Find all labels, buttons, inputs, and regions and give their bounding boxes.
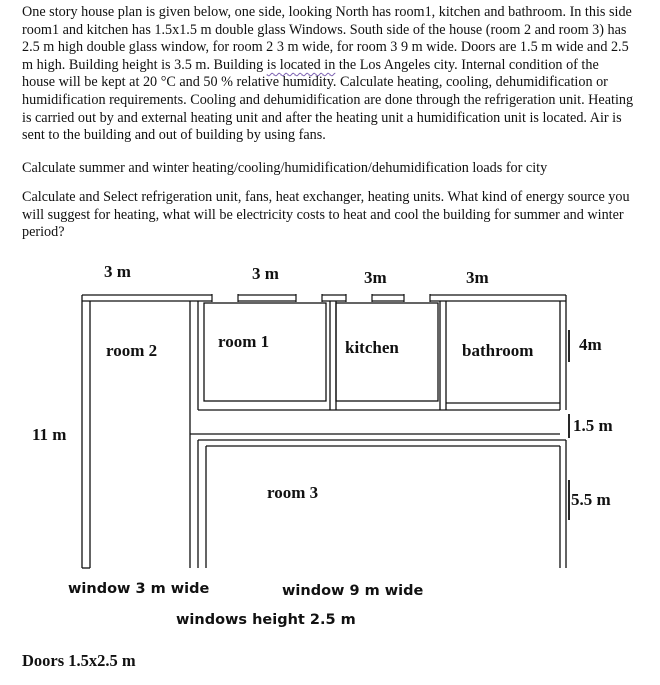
dim-left-11m: 11 m: [32, 425, 67, 444]
dim-top-room1: 3 m: [252, 264, 279, 283]
window-gap-1: [212, 294, 238, 302]
dim-right-1-5m: 1.5 m: [573, 416, 613, 435]
dim-right-5-5m: 5.5 m: [571, 490, 611, 509]
paragraph-1-text-end: the Los Angeles city. Internal condition of the house will be kept at 20 °C and 50 % relative humidity. Calculate heating, cooling, dehumidification or humidification requirements. Cooling and dehumidification are done through the refrigeration unit. Heating is carried out by and external heating unit and after the heating unit a humidification unit is located. Air is sent to the building and out of building by using fans.: [22, 56, 634, 144]
window-room3-note: window 9 m wide: [282, 583, 424, 599]
window-gap-3: [346, 294, 372, 302]
dim-top-bathroom: 3m: [466, 268, 489, 287]
windows-height-note: windows height 2.5 m: [176, 612, 356, 628]
spellcheck-underlined-text: is located in: [266, 56, 336, 73]
room2-label: room 2: [106, 341, 158, 360]
dim-right-4m: 4m: [579, 335, 602, 354]
room1-label: room 1: [218, 332, 270, 351]
kitchen-label: kitchen: [345, 338, 399, 357]
room1-inner-wall: [204, 303, 326, 401]
bathroom-label: bathroom: [462, 341, 534, 360]
room3-label: room 3: [267, 483, 319, 502]
dim-top-room2: 3 m: [104, 262, 131, 281]
window-room2-note: window 3 m wide: [68, 581, 210, 597]
problem-paragraph-2: Calculate summer and winter heating/cooling/humidification/dehumidification loads for city: [22, 160, 548, 176]
window-gap-4: [404, 294, 430, 302]
dim-top-kitchen: 3m: [364, 268, 387, 287]
problem-paragraph-3: Calculate and Select refrigeration unit, fans, heat exchanger, heating units. What kind of energy source you will suggest for heating, what will be electricity costs to heat and cool the building for summer and winter period?: [22, 189, 630, 241]
doors-note: Doors 1.5x2.5 m: [22, 651, 136, 670]
window-gap-2: [296, 294, 322, 302]
paragraph-1-text-start: One story house plan is given below, one side, looking North has room1, kitchen and bathroom. In this side room1 and kitchen has 1.5x1.5 m double glass Windows. South side of the house (room 2 and room 3) has 2.5 m high double glass window, for room 2 3 m wide, for room 3 9 m wide. Doors are 1.5 m wide and 2.5 m high. Building height is 3.5 m. Building: [22, 4, 632, 73]
